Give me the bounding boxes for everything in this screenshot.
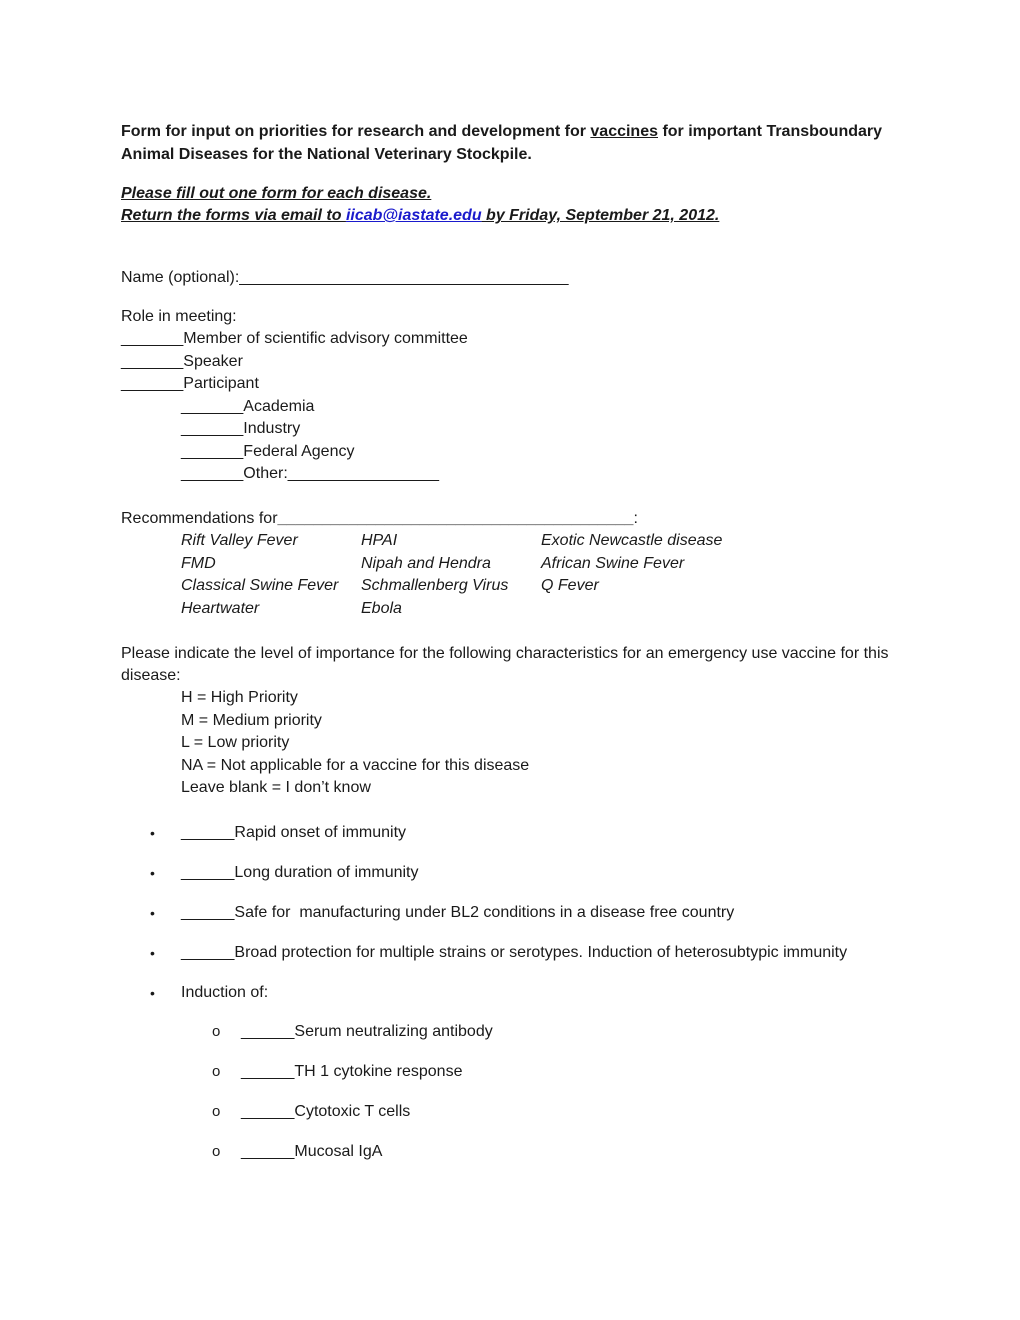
role-label: Participant	[183, 375, 259, 392]
participant-option-academia[interactable]	[181, 397, 314, 417]
legend-low: L = Low priority	[181, 734, 290, 751]
disease-option: Rift Valley Fever	[181, 532, 298, 549]
legend-blank: Leave blank = I don’t know	[181, 779, 371, 796]
disease-option: Ebola	[361, 600, 402, 617]
induction-label: Cytotoxic T cells	[294, 1103, 411, 1120]
bullet-icon: •	[150, 905, 155, 921]
role-label: Academia	[243, 398, 315, 415]
role-label: Industry	[243, 420, 301, 437]
disease-option: Schmallenberg Virus	[361, 577, 509, 594]
recommendations-field[interactable]	[121, 509, 638, 529]
disease-option: Exotic Newcastle disease	[541, 532, 723, 549]
role-blank[interactable]: _______	[181, 443, 244, 460]
email-link[interactable]: iicab@iastate.edu	[345, 207, 482, 224]
priority-blank[interactable]: ______	[241, 1023, 295, 1040]
circle-bullet-icon: o	[212, 1103, 221, 1120]
bullet-icon: •	[150, 825, 155, 841]
disease-option: FMD	[181, 555, 216, 572]
participant-option-other[interactable]	[181, 464, 439, 484]
name-blank[interactable]: _____________________________________	[239, 269, 569, 286]
disease-option: Q Fever	[541, 577, 599, 594]
role-blank[interactable]: _______	[121, 353, 184, 370]
induction-mucosal-iga[interactable]	[241, 1142, 382, 1162]
priority-blank[interactable]: ______	[241, 1063, 295, 1080]
name-field[interactable]	[121, 268, 569, 288]
role-label: Speaker	[183, 353, 243, 370]
circle-bullet-icon: o	[212, 1023, 221, 1040]
title-vaccines-underlined: vaccines	[590, 123, 658, 140]
legend-na: NA = Not applicable for a vaccine for this disease	[181, 757, 530, 774]
form-title-line1	[121, 122, 882, 142]
priority-blank[interactable]: ______	[181, 864, 235, 881]
disease-option: Nipah and Hendra	[361, 555, 491, 572]
characteristic-long-duration[interactable]	[181, 863, 419, 883]
role-label: Federal Agency	[243, 443, 355, 460]
disease-option: Classical Swine Fever	[181, 577, 339, 594]
role-blank[interactable]: _______	[181, 465, 244, 482]
name-label: Name (optional):	[121, 269, 240, 286]
bullet-icon: •	[150, 865, 155, 881]
instruction-one-form: Please fill out one form for each disease.	[121, 185, 432, 202]
other-blank[interactable]: _________________	[287, 465, 440, 482]
disease-option: Heartwater	[181, 600, 260, 617]
disease-option: HPAI	[361, 532, 398, 549]
bullet-icon: •	[150, 945, 155, 961]
legend-medium: M = Medium priority	[181, 712, 322, 729]
role-label: Other:	[243, 465, 288, 482]
characteristic-label: Long duration of immunity	[234, 864, 419, 881]
priority-blank[interactable]: ______	[181, 904, 235, 921]
induction-label: Serum neutralizing antibody	[294, 1023, 493, 1040]
induction-th1-cytokine[interactable]	[241, 1062, 462, 1082]
recommendations-blank[interactable]: ________________________________________	[277, 510, 634, 527]
role-blank[interactable]: _______	[181, 398, 244, 415]
characteristic-rapid-onset[interactable]	[181, 823, 406, 843]
title-text-end: for important Transboundary	[658, 123, 883, 140]
characteristic-label: Safe for manufacturing under BL2 conditions in a disease free country	[234, 904, 735, 921]
deadline-text: by Friday, September 21, 2012.	[481, 207, 720, 224]
characteristic-broad-protection[interactable]	[181, 943, 847, 963]
priority-blank[interactable]: ______	[241, 1103, 295, 1120]
characteristic-label: Broad protection for multiple strains or serotypes. Induction of heterosubtypic immunity	[234, 944, 848, 961]
disease-option: African Swine Fever	[541, 555, 685, 572]
induction-serum-antibody[interactable]	[241, 1022, 493, 1042]
form-title-line2: Animal Diseases for the National Veterinary Stockpile.	[121, 146, 532, 163]
participant-option-federal[interactable]	[181, 442, 354, 462]
role-blank[interactable]: _______	[121, 375, 184, 392]
role-option-participant[interactable]	[121, 374, 259, 394]
instruction-return	[121, 206, 719, 226]
priority-blank[interactable]: ______	[241, 1143, 295, 1160]
role-blank[interactable]: _______	[181, 420, 244, 437]
characteristic-label: Rapid onset of immunity	[234, 824, 407, 841]
role-blank[interactable]: _______	[121, 330, 184, 347]
characteristic-safe-bl2[interactable]	[181, 903, 734, 923]
participant-option-industry[interactable]	[181, 419, 300, 439]
role-heading: Role in meeting:	[121, 308, 237, 325]
legend-high: H = High Priority	[181, 689, 298, 706]
priority-blank[interactable]: ______	[181, 944, 235, 961]
importance-intro: Please indicate the level of importance for the following characteristics for an emergency use vaccine for this disease:	[121, 645, 889, 684]
role-option-speaker[interactable]	[121, 352, 243, 372]
priority-blank[interactable]: ______	[181, 824, 235, 841]
induction-heading: Induction of:	[181, 984, 269, 1001]
return-text: Return the forms via email to	[121, 207, 346, 224]
role-label: Member of scientific advisory committee	[183, 330, 468, 347]
induction-label: Mucosal IgA	[294, 1143, 383, 1160]
circle-bullet-icon: o	[212, 1063, 221, 1080]
recommendations-colon: :	[633, 510, 638, 527]
induction-cytotoxic-t[interactable]	[241, 1102, 410, 1122]
title-text: Form for input on priorities for research and development for	[121, 123, 591, 140]
role-option-committee[interactable]	[121, 329, 468, 349]
bullet-icon: •	[150, 985, 155, 1001]
recommendations-label: Recommendations for	[121, 510, 278, 527]
circle-bullet-icon: o	[212, 1143, 221, 1160]
induction-label: TH 1 cytokine response	[294, 1063, 463, 1080]
